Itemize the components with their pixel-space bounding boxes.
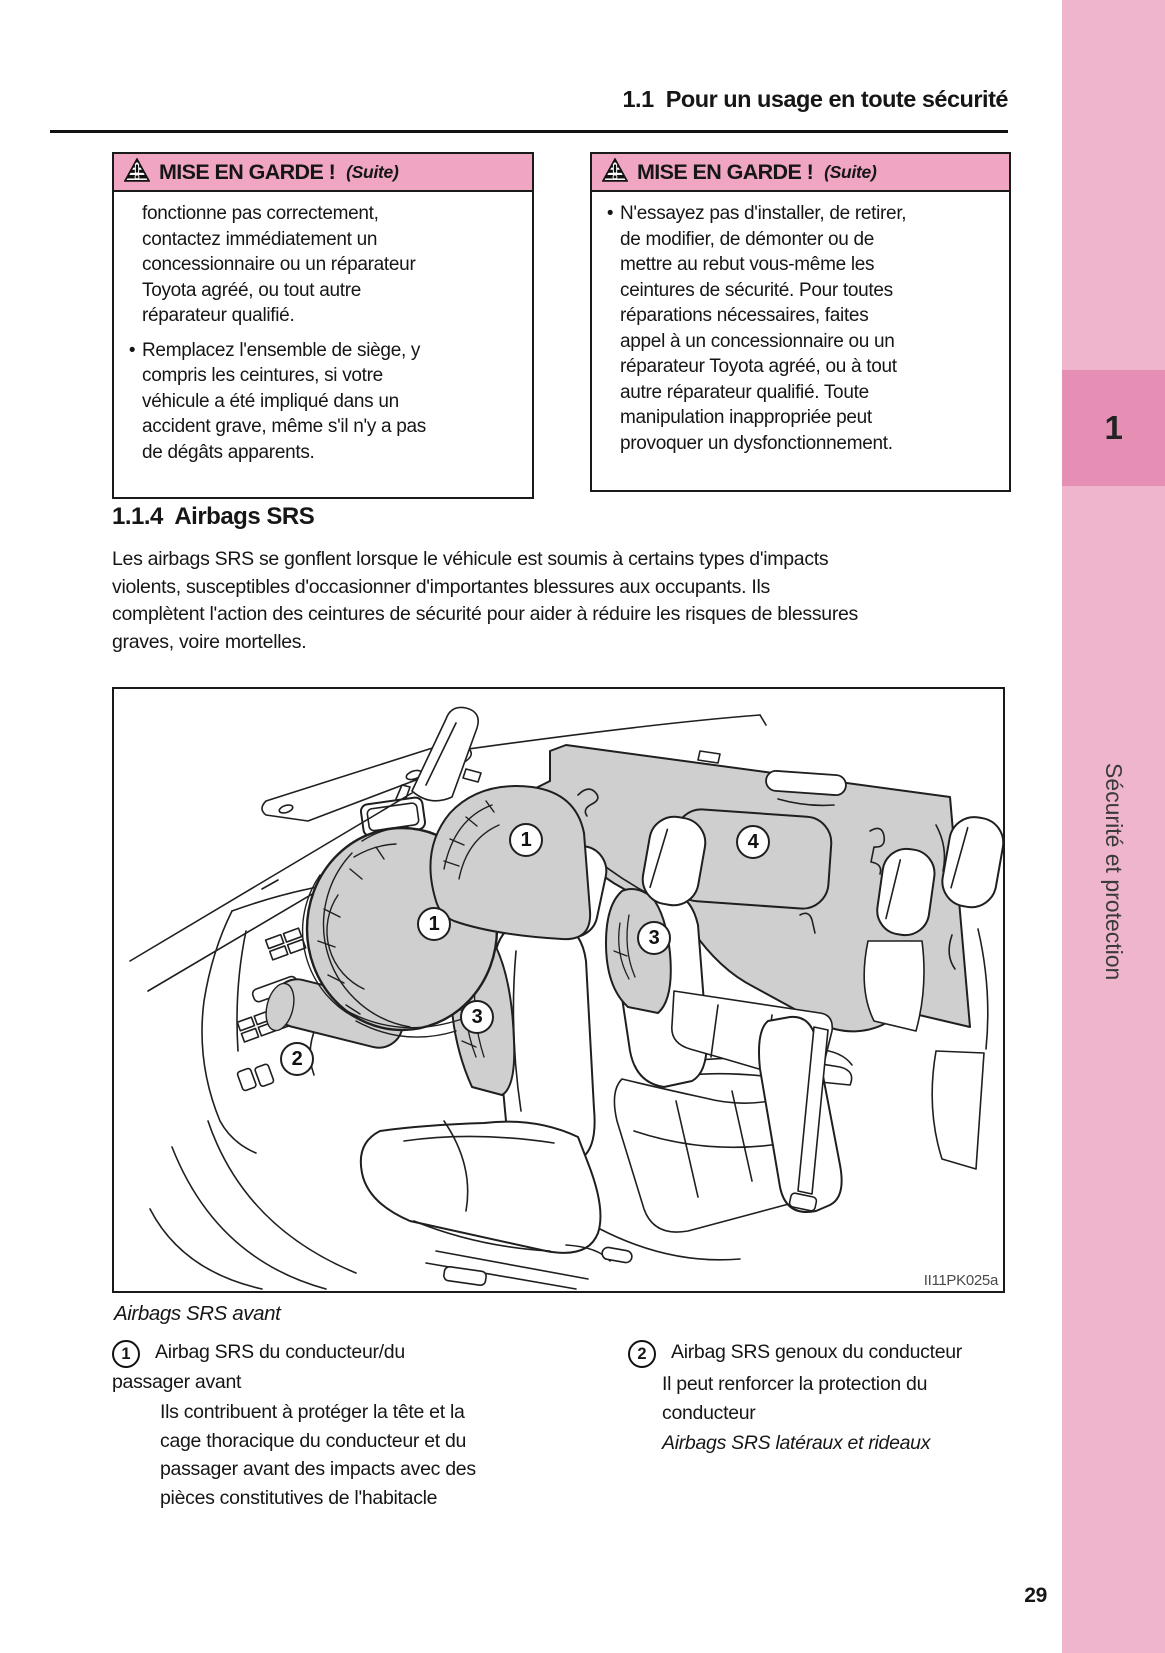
legend-number-2: 2 [628,1340,656,1368]
legend-right-column [628,1338,1028,1457]
callout-side-airbag-front: 3 [471,1006,483,1028]
legend-item-1 [112,1338,582,1368]
warning-text [142,201,522,329]
text-line: Il peut renforcer la protection du [662,1373,928,1395]
legend-item-2 [628,1338,1028,1368]
warning-box-left [112,152,534,499]
text-line: Les airbags SRS se gonflent lorsque le véhicule est soumis à certains types d'impacts [112,548,829,570]
text-line: réparateur qualifié. [142,305,295,326]
warning-item [122,338,522,466]
text-line: violents, susceptibles d'occasionner d'importantes blessures aux occupants. Ils [112,575,770,598]
callout-passenger-airbag: 1 [520,829,532,851]
text-line: ceintures de sécurité. Pour toutes [620,279,893,301]
text-line: accident grave, même s'il n'y a pas [142,416,427,437]
airbag-figure [112,687,1005,1293]
warning-header [592,154,1009,192]
warning-body [114,192,532,465]
legend-subcaption: Airbags SRS latéraux et rideaux [662,1432,931,1454]
legend-description [160,1398,582,1512]
legend-title-continued: passager avant [112,1371,242,1393]
warning-title: MISE EN GARDE ! [159,159,336,184]
page-title: 1.1 Pour un usage en toute sécurité [622,86,1008,112]
section-heading: 1.1.4 Airbags SRS [112,503,315,530]
text-line: pièces constitutives de l'habitacle [160,1486,438,1509]
text-line: fonctionne pas correctement, [142,203,379,224]
text-line: appel à un concessionnaire ou un [620,330,895,352]
bullet-marker: • [128,339,136,361]
legend-title: Airbag SRS du conducteur/du [155,1341,405,1363]
warning-box-right [590,152,1011,492]
callout-knee-airbag: 2 [291,1048,303,1070]
warning-header [114,154,532,192]
text-line: compris les ceintures, si votre [142,365,383,386]
legend-left-column [112,1338,582,1512]
text-line: autre réparateur qualifié. Toute [620,381,869,403]
text-line: manipulation inappropriée peut [620,407,872,428]
text-line: graves, voire mortelles. [112,630,307,653]
text-line: de dégâts apparents. [142,441,315,463]
text-line: provoquer un dysfonctionnement. [620,432,893,454]
warning-body [592,192,1009,456]
callout-curtain-airbag: 4 [747,831,759,853]
text-line: réparations nécessaires, faites [620,305,869,326]
figure-caption: Airbags SRS avant [114,1302,281,1325]
text-line: mettre au rebut vous-même les [620,254,875,275]
text-line: complètent l'action des ceintures de sécurité pour aider à réduire les risques de blessures [112,603,859,625]
text-line: réparateur Toyota agréé, ou à tout [620,356,897,377]
legend-description [662,1370,1028,1427]
text-line: Toyota agréé, ou tout autre [142,279,362,301]
warning-suffix: (Suite) [346,161,399,182]
text-line: contactez immédiatement un [142,228,378,250]
header-rule [50,130,1008,133]
warning-suffix: (Suite) [824,161,877,182]
bullet-marker [122,201,142,329]
text-line: conducteur [662,1401,756,1424]
chapter-tab [1062,370,1165,486]
text-line: de modifier, de démonter ou de [620,228,875,250]
figure-image-code: II11PK025a [923,1272,998,1289]
callout-driver-airbag: 1 [428,913,440,935]
sidebar-chapter-label: Sécurité et protection [1101,763,1127,981]
page-number: 29 [1024,1584,1047,1607]
grab-handle [765,770,846,796]
passenger-airbag-shape [430,786,590,939]
warning-item [122,201,522,329]
legend-number-1: 1 [112,1340,140,1368]
text-line: N'essayez pas d'installer, de retirer, [620,203,907,224]
text-line: cage thoracique du conducteur et du [160,1429,467,1452]
car-interior-illustration [114,689,1003,1291]
text-line: Ils contribuent à protéger la tête et la [160,1401,465,1423]
warning-triangle-icon [124,158,150,187]
legend-title: Airbag SRS genoux du conducteur [671,1341,962,1363]
chapter-number: 1 [1104,409,1123,446]
warning-text [620,201,999,456]
bullet-marker: • [606,203,614,224]
text-line: véhicule a été impliqué dans un [142,390,399,412]
callout-side-airbag-rear: 3 [648,927,660,949]
section-intro [112,546,1017,656]
warning-triangle-icon [602,158,628,187]
warning-item [600,201,999,456]
text-line: Remplacez l'ensemble de siège, y [142,339,421,361]
warning-title: MISE EN GARDE ! [637,159,814,184]
warning-text [142,338,522,466]
text-line: passager avant des impacts avec des [160,1458,476,1480]
text-line: concessionnaire ou un réparateur [142,254,416,275]
